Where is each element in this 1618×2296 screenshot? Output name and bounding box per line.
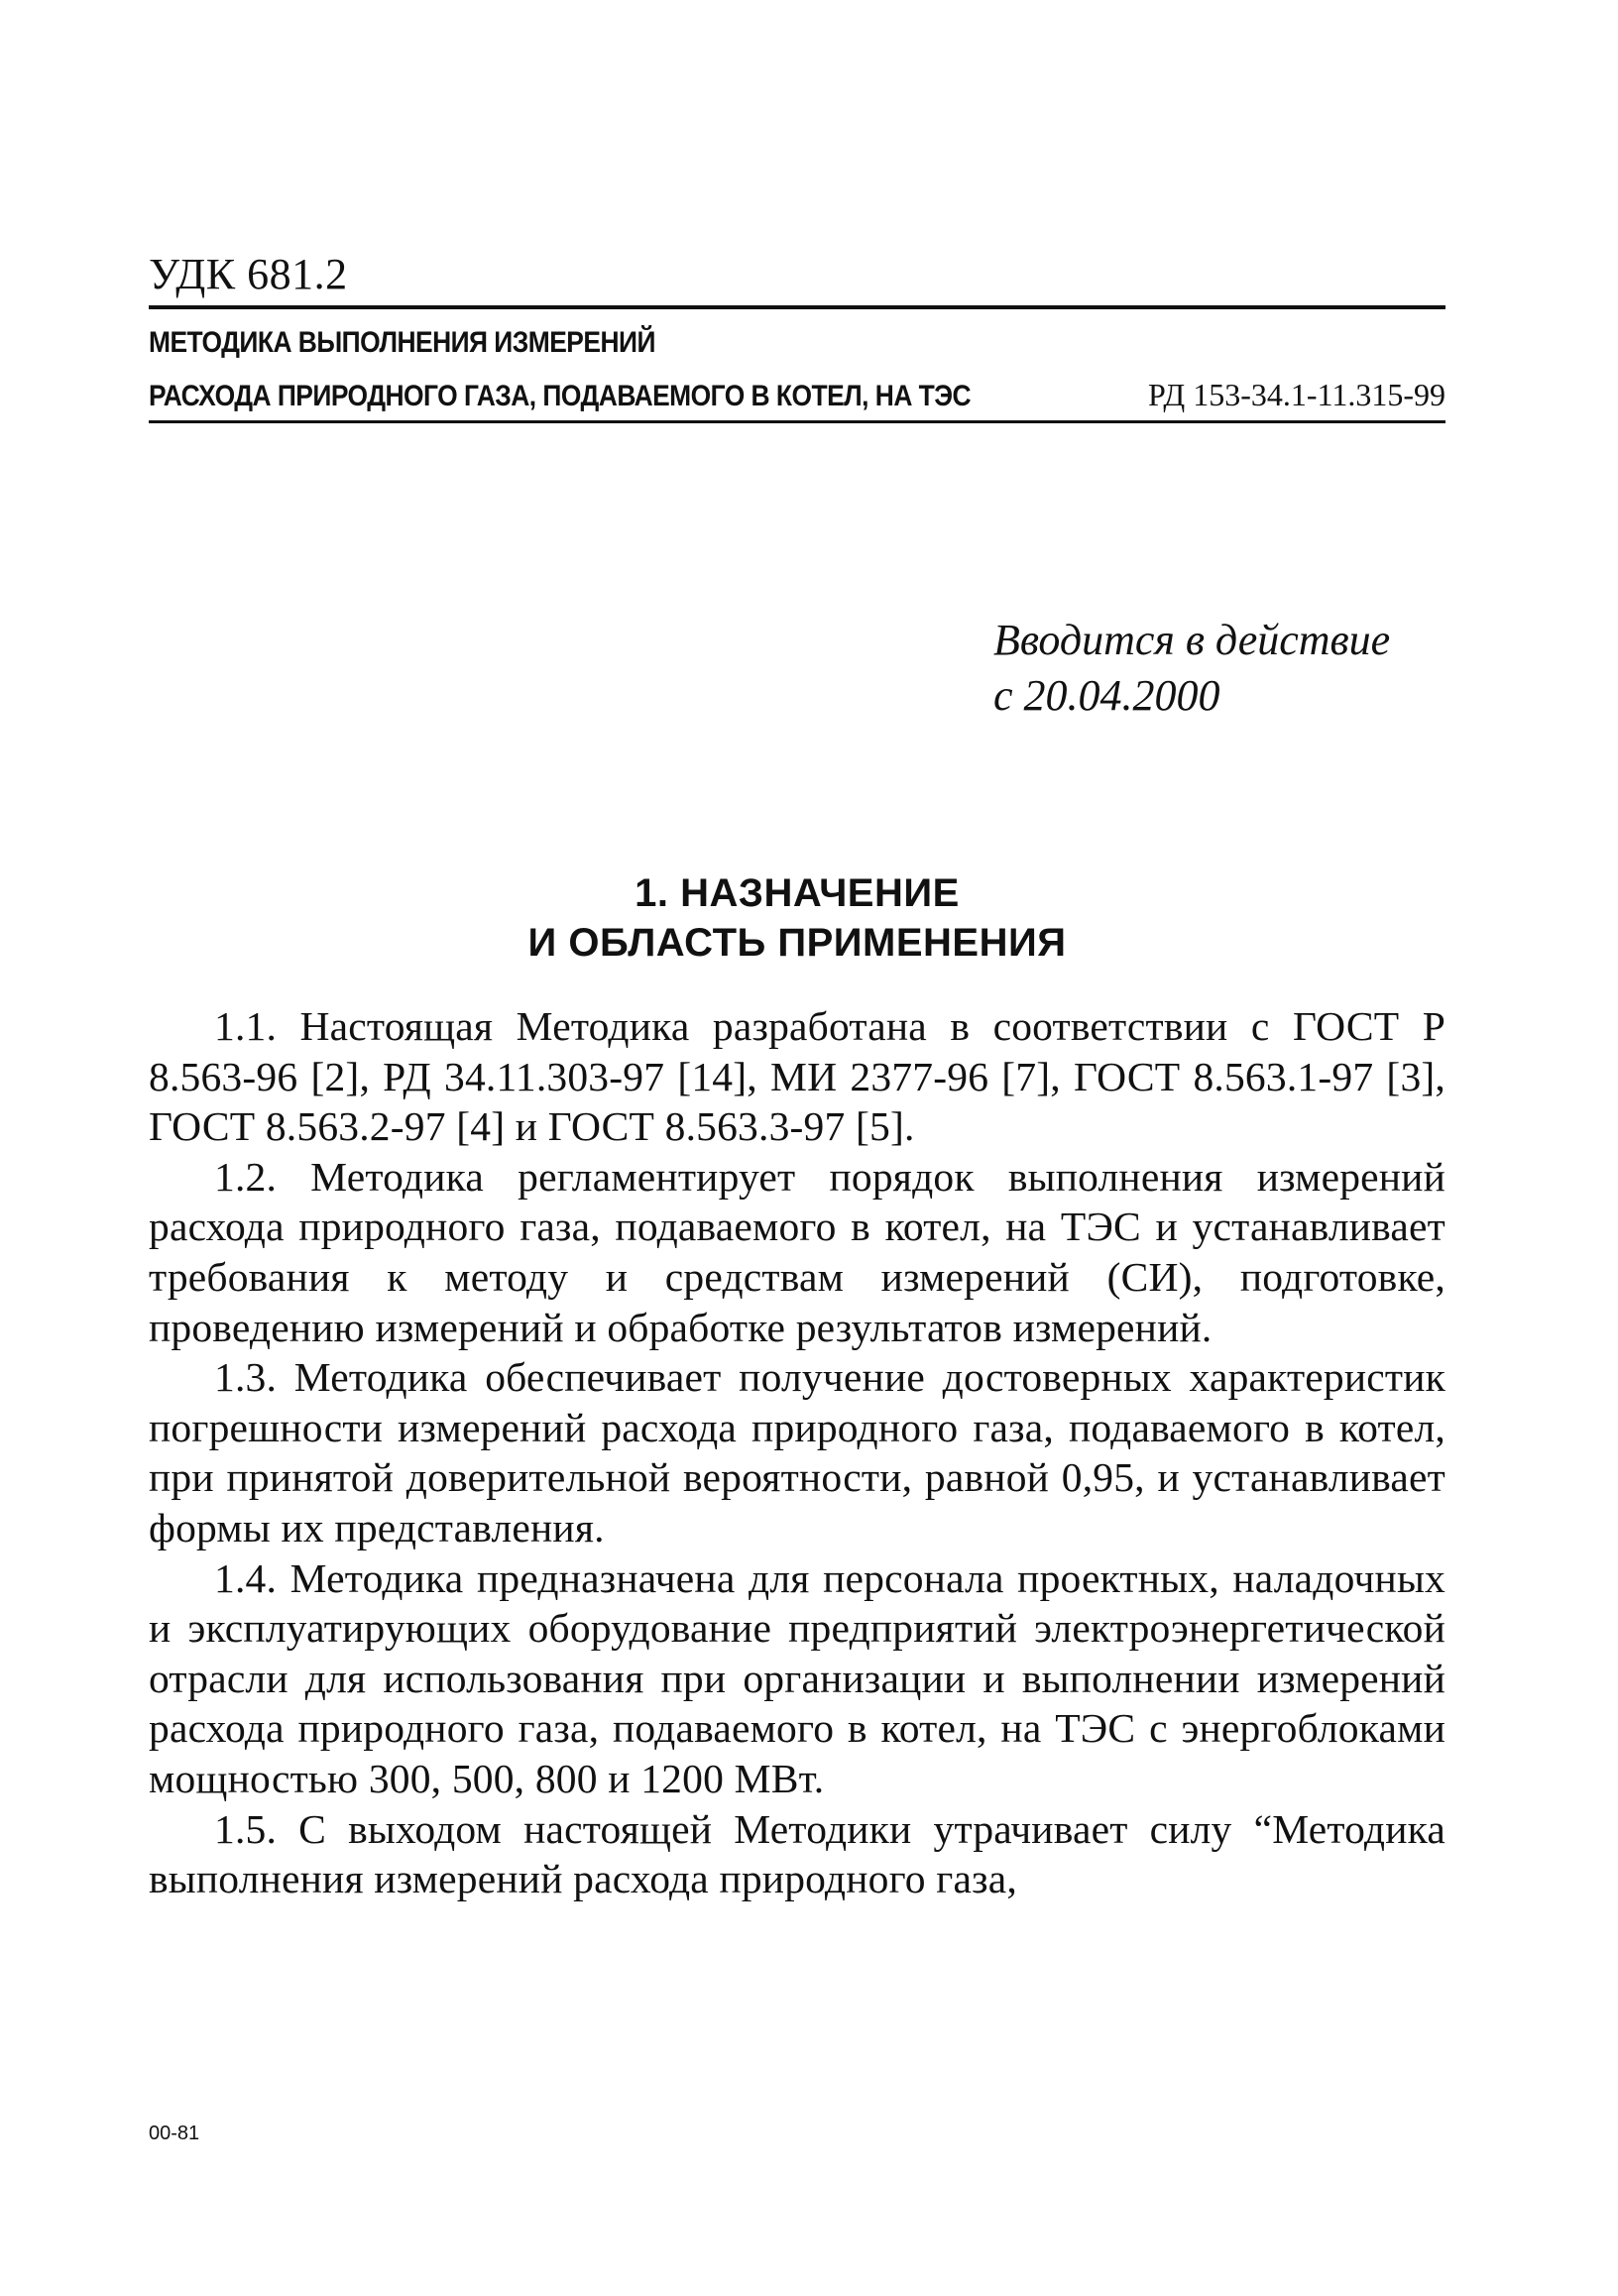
- footer-print-code: 00-81: [149, 2123, 200, 2144]
- udk-code: УДК 681.2: [149, 250, 348, 298]
- effective-line-1: Вводится в действие: [993, 616, 1391, 664]
- paragraph-1-5: 1.5. С выходом настоящей Методики утрачивает силу “Методика выполнения измерений расхода природного газа,: [149, 1805, 1445, 1902]
- method-title-row-2: [149, 375, 1445, 416]
- section-title: [149, 868, 1445, 968]
- header-rule-bottom: [149, 420, 1445, 423]
- document-code: РД 153-34.1-11.315-99: [1148, 377, 1445, 412]
- section-title-line-2: И ОБЛАСТЬ ПРИМЕНЕНИЯ: [527, 921, 1067, 965]
- method-title-line-2: РАСХОДА ПРИРОДНОГО ГАЗА, ПОДАВАЕМОГО В КОТЕЛ, НА ТЭС: [149, 380, 972, 412]
- header-block: [149, 323, 1445, 416]
- paragraph-1-4: 1.4. Методика предназначена для персонала проектных, наладочных и эксплуатирующих оборудование предприятий электроэнергетической отрасли для использования при организации и выполнении измерений расхода природного газа, подаваемого в котел, на ТЭС с энергоблоками мощностью 300, 500, 800 и 1200 МВт.: [149, 1554, 1445, 1801]
- paragraph-1-1: 1.1. Настоящая Методика разработана в соответствии с ГОСТ Р 8.563-96 [2], РД 34.11.303-97 [14], МИ 2377-96 [7], ГОСТ 8.563.1-97 [3], ГОСТ 8.563.2-97 [4] и ГОСТ 8.563.3-97 [5].: [149, 1003, 1445, 1150]
- header-rule-top: [149, 305, 1445, 309]
- effective-date-block: [993, 613, 1390, 724]
- body-text: [149, 1001, 1445, 1904]
- paragraph-1-2: 1.2. Методика регламентирует порядок выполнения измерений расхода природного газа, подаваемого в котел, на ТЭС и устанавливает требования к методу и средствам измерений (СИ), подготовке, проведению измерений и обработке результатов измерений.: [149, 1153, 1445, 1350]
- effective-line-2: с 20.04.2000: [993, 671, 1220, 720]
- section-title-line-1: 1. НАЗНАЧЕНИЕ: [635, 871, 960, 915]
- method-title-line-1: МЕТОДИКА ВЫПОЛНЕНИЯ ИЗМЕРЕНИЙ: [149, 326, 655, 359]
- paragraph-1-3: 1.3. Методика обеспечивает получение достоверных характеристик погрешности измерений расхода природного газа, подаваемого в котел, при принятой доверительной вероятности, равной 0,95, и устанавливает формы их представления.: [149, 1354, 1445, 1550]
